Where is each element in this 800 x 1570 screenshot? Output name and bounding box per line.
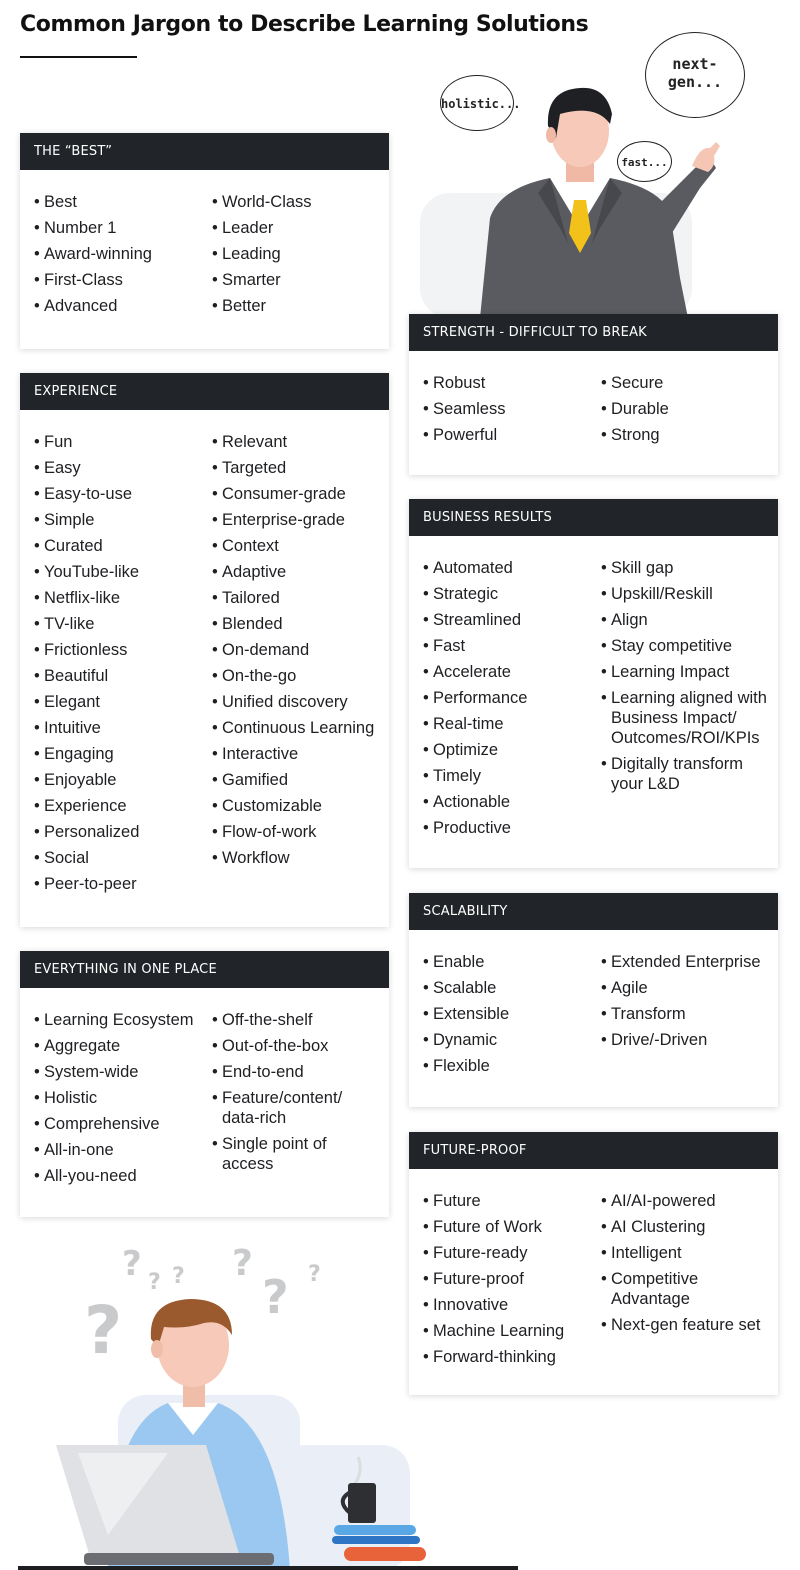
card-header: EXPERIENCE [20, 373, 389, 410]
term-item: • Drive/-Driven [601, 1030, 768, 1050]
term-item: • Flow-of-work [212, 822, 379, 842]
term-item: • Enable [423, 952, 601, 972]
term-item: • Netflix-like [34, 588, 212, 608]
term-item: • Durable [601, 399, 768, 419]
term-item: • Learning Impact [601, 662, 768, 682]
card-header: BUSINESS RESULTS [409, 499, 778, 536]
term-item: • All-in-one [34, 1140, 212, 1160]
speech-bubble-nextgen [645, 32, 745, 118]
term-item: • Digitally transform your L&D [601, 754, 768, 794]
question-mark-icon: ? [308, 1262, 321, 1287]
term-item: • Comprehensive [34, 1114, 212, 1134]
title-underline [20, 56, 137, 58]
term-item: • Social [34, 848, 212, 868]
term-item: • Consumer-grade [212, 484, 379, 504]
term-item: • Context [212, 536, 379, 556]
term-item: • YouTube-like [34, 562, 212, 582]
term-item: • Agile [601, 978, 768, 998]
term-item: • Dynamic [423, 1030, 601, 1050]
card-header: SCALABILITY [409, 893, 778, 930]
term-item: • Enterprise-grade [212, 510, 379, 530]
term-item: • Machine Learning [423, 1321, 601, 1341]
term-item: • Seamless [423, 399, 601, 419]
term-item: • Automated [423, 558, 601, 578]
term-item: • Forward-thinking [423, 1347, 601, 1367]
term-item: • Easy-to-use [34, 484, 212, 504]
term-item: • Peer-to-peer [34, 874, 212, 894]
term-item: • Off-the-shelf [212, 1010, 379, 1030]
term-item: • TV-like [34, 614, 212, 634]
term-item: • Competitive Advantage [601, 1269, 768, 1309]
term-item: • Align [601, 610, 768, 630]
term-item: • Interactive [212, 744, 379, 764]
question-mark-icon: ? [232, 1243, 253, 1284]
bubble-text-nextgen-2: gen... [667, 73, 723, 91]
question-mark-icon: ? [122, 1244, 142, 1284]
page-title: Common Jargon to Describe Learning Solutions [20, 12, 589, 37]
books-icon [332, 1525, 426, 1561]
term-item: • Intelligent [601, 1243, 768, 1263]
question-mark-icon: ? [148, 1270, 161, 1295]
bubble-text-nextgen-1: next- [672, 55, 718, 73]
term-item: • Actionable [423, 792, 601, 812]
card-strength [409, 314, 778, 475]
term-item: • On-the-go [212, 666, 379, 686]
term-item: • Curated [34, 536, 212, 556]
term-item: • First-Class [34, 270, 212, 290]
term-item: • Extended Enterprise [601, 952, 768, 972]
term-item: • All-you-need [34, 1166, 212, 1186]
term-item: • Robust [423, 373, 601, 393]
term-item: • Fast [423, 636, 601, 656]
term-item: • Innovative [423, 1295, 601, 1315]
term-list-right [601, 952, 768, 1082]
speech-bubble-holistic [440, 75, 521, 131]
term-item: • Personalized [34, 822, 212, 842]
term-item: • Frictionless [34, 640, 212, 660]
term-list-right [212, 1010, 379, 1192]
question-mark-icon: ? [172, 1264, 185, 1289]
term-list-left [34, 192, 212, 322]
bubble-text-fast: fast... [621, 156, 668, 169]
term-item: • Easy [34, 458, 212, 478]
card-business-results [409, 499, 778, 868]
term-item: • Future of Work [423, 1217, 601, 1237]
term-item: • Continuous Learning [212, 718, 379, 738]
card-the-best [20, 133, 389, 349]
question-mark-icon: ? [84, 1292, 123, 1369]
term-list-right [601, 558, 768, 844]
term-item: • Next-gen feature set [601, 1315, 768, 1335]
term-item: • Enjoyable [34, 770, 212, 790]
term-item: • Future [423, 1191, 601, 1211]
term-item: • Experience [34, 796, 212, 816]
term-item: • Aggregate [34, 1036, 212, 1056]
term-list-left [34, 432, 212, 900]
term-item: • Optimize [423, 740, 601, 760]
term-item: • Upskill/Reskill [601, 584, 768, 604]
laptop-base [84, 1553, 274, 1565]
term-item: • Transform [601, 1004, 768, 1024]
speech-bubble-fast [617, 141, 672, 182]
term-item: • Engaging [34, 744, 212, 764]
term-item: • Number 1 [34, 218, 212, 238]
term-item: • System-wide [34, 1062, 212, 1082]
card-header: FUTURE-PROOF [409, 1132, 778, 1169]
term-item: • Unified discovery [212, 692, 379, 712]
card-experience [20, 373, 389, 927]
hand [692, 142, 720, 172]
term-item: • Gamified [212, 770, 379, 790]
term-list-right [601, 373, 768, 451]
term-item: • Targeted [212, 458, 379, 478]
term-item: • Leader [212, 218, 379, 238]
ear [546, 127, 556, 143]
term-item: • End-to-end [212, 1062, 379, 1082]
term-item: • Single point of access [212, 1134, 379, 1174]
term-item: • On-demand [212, 640, 379, 660]
term-list-right [212, 432, 379, 900]
term-item: • Award-winning [34, 244, 212, 264]
term-item: • Performance [423, 688, 601, 708]
term-item: • World-Class [212, 192, 379, 212]
term-item: • Flexible [423, 1056, 601, 1076]
term-list-right [212, 192, 379, 322]
term-item: • Skill gap [601, 558, 768, 578]
card-everything-in-one-place [20, 951, 389, 1217]
desk-line [18, 1566, 518, 1570]
term-item: • Customizable [212, 796, 379, 816]
term-list-left [34, 1010, 212, 1192]
term-item: • Future-ready [423, 1243, 601, 1263]
term-item: • Better [212, 296, 379, 316]
question-mark-icon: ? [262, 1270, 289, 1324]
term-item: • Adaptive [212, 562, 379, 582]
term-item: • Powerful [423, 425, 601, 445]
term-item: • Productive [423, 818, 601, 838]
bubble-text-holistic: holistic... [441, 97, 521, 111]
term-item: • Tailored [212, 588, 379, 608]
term-list-left [423, 373, 601, 451]
term-item: • Beautiful [34, 666, 212, 686]
term-item: • Streamlined [423, 610, 601, 630]
term-item: • Future-proof [423, 1269, 601, 1289]
term-item: • Fun [34, 432, 212, 452]
term-item: • Real-time [423, 714, 601, 734]
term-item: • Feature/content/ data-rich [212, 1088, 379, 1128]
term-item: • Strong [601, 425, 768, 445]
term-item: • Holistic [34, 1088, 212, 1108]
term-list-left [423, 952, 601, 1082]
card-header: EVERYTHING IN ONE PLACE [20, 951, 389, 988]
term-item: • Elegant [34, 692, 212, 712]
term-item: • Learning Ecosystem [34, 1010, 212, 1030]
term-item: • Scalable [423, 978, 601, 998]
term-item: • Strategic [423, 584, 601, 604]
term-item: • Simple [34, 510, 212, 530]
term-item: • AI Clustering [601, 1217, 768, 1237]
term-item: • Blended [212, 614, 379, 634]
term-item: • Leading [212, 244, 379, 264]
term-item: • Learning aligned with Business Impact/ Outcomes/ROI/KPIs [601, 688, 768, 748]
term-item: • Workflow [212, 848, 379, 868]
term-item: • Advanced [34, 296, 212, 316]
card-header: THE “BEST” [20, 133, 389, 170]
card-scalability [409, 893, 778, 1107]
term-item: • Timely [423, 766, 601, 786]
term-item: • Stay competitive [601, 636, 768, 656]
term-item: • Smarter [212, 270, 379, 290]
ear [151, 1340, 163, 1358]
confused-person-illustration [18, 1235, 518, 1570]
term-item: • AI/AI-powered [601, 1191, 768, 1211]
term-item: • Out-of-the-box [212, 1036, 379, 1056]
term-item: • Best [34, 192, 212, 212]
card-header: STRENGTH - DIFFICULT TO BREAK [409, 314, 778, 351]
term-item: • Secure [601, 373, 768, 393]
term-list-left [423, 558, 601, 844]
term-item: • Extensible [423, 1004, 601, 1024]
term-list-right [601, 1191, 768, 1373]
term-item: • Accelerate [423, 662, 601, 682]
term-item: • Relevant [212, 432, 379, 452]
term-item: • Intuitive [34, 718, 212, 738]
